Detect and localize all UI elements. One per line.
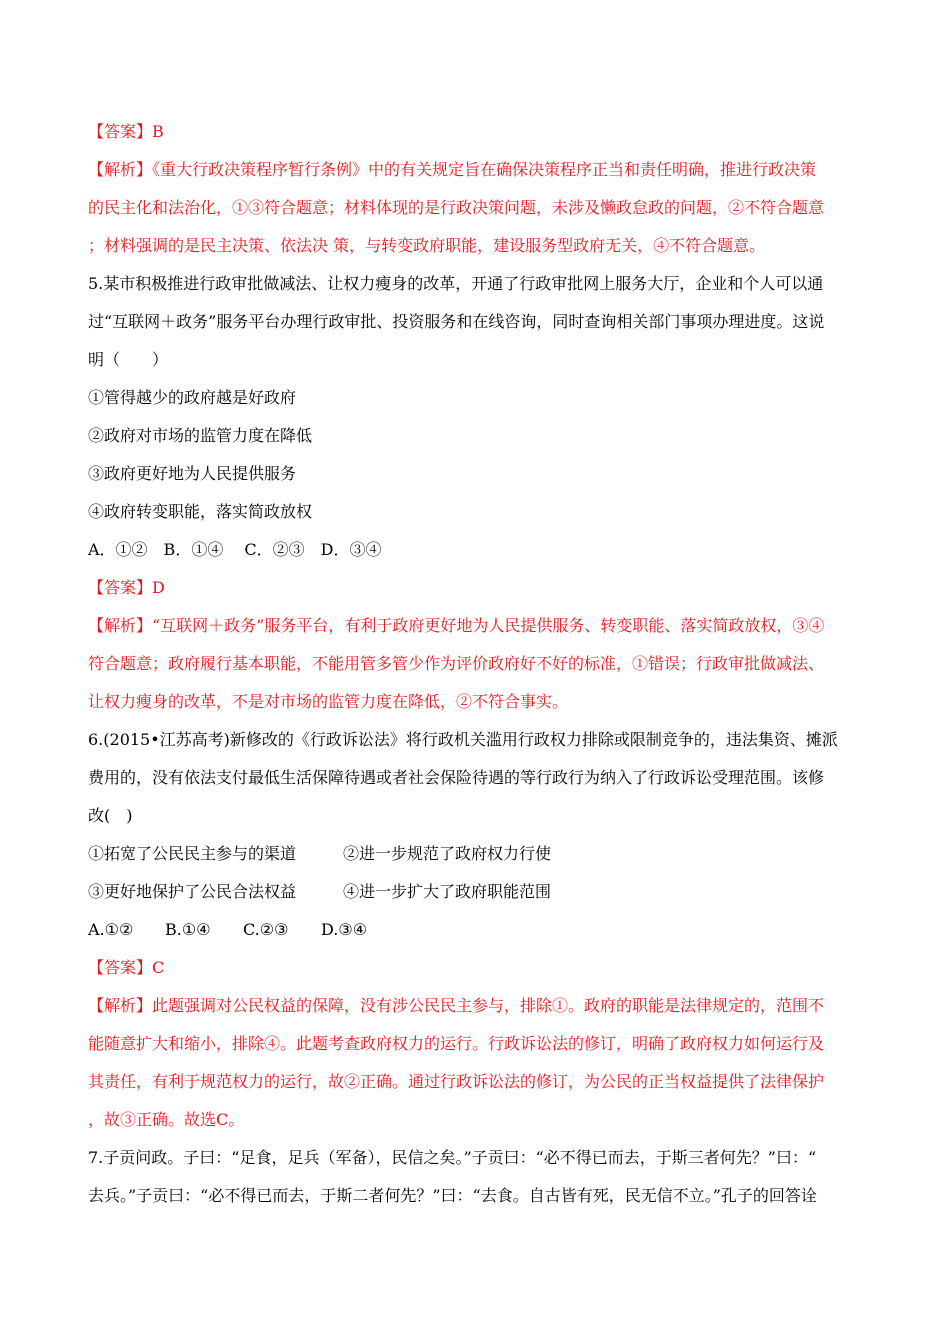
question-stem: 去兵。”子贡曰：“必不得已而去，于斯二者何先？”曰：“去食。自古皆有死，民无信不立。”孔子的回答诠 bbox=[88, 1186, 817, 1205]
analysis-line: 能随意扩大和缩小，排除④。此题考查政府权力的运行。行政诉讼法的修订，明确了政府权力如何运行及 bbox=[88, 1034, 825, 1053]
analysis-line: 让权力瘦身的改革，不是对市场的监管力度在降低，②不符合事实。 bbox=[88, 692, 569, 711]
analysis-line: 符合题意；政府履行基本职能，不能用管多管少作为评价政府好不好的标准，①错误；行政审批做减法、 bbox=[88, 654, 825, 673]
analysis-line: 【解析】“互联网＋政务”服务平台，有利于政府更好地为人民提供服务、转变职能、落实简政放权，③④ bbox=[88, 616, 825, 635]
answer-label: 【答案】B bbox=[88, 122, 164, 141]
question-stem: 6.(2015•江苏高考)新修改的《行政诉讼法》将行政机关滥用行政权力排除或限制竞争的，违法集资、摊派 bbox=[88, 730, 838, 749]
question-item: ④政府转变职能，落实简政放权 bbox=[88, 502, 313, 521]
analysis-line: 【解析】《重大行政决策程序暂行条例》中的有关规定旨在确保决策程序正当和责任明确，推进行政决策 bbox=[88, 160, 817, 179]
question-stem: 5.某市积极推进行政审批做减法、让权力瘦身的改革，开通了行政审批网上服务大厅，企业和个人可以通 bbox=[88, 274, 824, 293]
question-stem: 明（ ） bbox=[88, 350, 169, 369]
question-item: ①管得越少的政府越是好政府 bbox=[88, 388, 297, 407]
option-a: A.①② bbox=[88, 920, 134, 939]
question-items-row bbox=[88, 843, 551, 865]
question-stem: 改( ) bbox=[88, 806, 133, 825]
option-c: C.②③ bbox=[243, 920, 289, 939]
question-stem: 费用的，没有依法支付最低生活保障待遇或者社会保险待遇的等行政行为纳入了行政诉讼受理范围。该修 bbox=[88, 768, 825, 787]
question-item: ④进一步扩大了政府职能范围 bbox=[343, 882, 552, 901]
question-items-row bbox=[88, 881, 551, 903]
analysis-line: ，故③正确。故选C。 bbox=[88, 1110, 245, 1129]
question-item: ②进一步规范了政府权力行使 bbox=[343, 844, 552, 863]
question-item: ③更好地保护了公民合法权益 bbox=[88, 882, 297, 901]
answer-label: 【答案】D bbox=[88, 578, 165, 597]
question-options: A．①② B．①④ C．②③ D．③④ bbox=[88, 540, 382, 559]
option-d: D.③④ bbox=[321, 920, 368, 939]
question-options bbox=[88, 919, 367, 941]
question-item: ②政府对市场的监管力度在降低 bbox=[88, 426, 313, 445]
analysis-line: ；材料强调的是民主决策、依法决 策，与转变政府职能，建设服务型政府无关，④不符合题意。 bbox=[88, 236, 766, 255]
question-item: ①拓宽了公民民主参与的渠道 bbox=[88, 844, 297, 863]
option-b: B.①④ bbox=[165, 920, 211, 939]
question-item: ③政府更好地为人民提供服务 bbox=[88, 464, 297, 483]
analysis-line: 【解析】此题强调对公民权益的保障，没有涉公民民主参与，排除①。政府的职能是法律规定的，范围不 bbox=[88, 996, 825, 1015]
analysis-line: 其责任，有利于规范权力的运行，故②正确。通过行政诉讼法的修订，为公民的正当权益提供了法律保护 bbox=[88, 1072, 825, 1091]
question-stem: 7.子贡问政。子曰：“足食，足兵（军备），民信之矣。”子贡曰：“必不得已而去，于斯三者何先？”曰：“ bbox=[88, 1148, 817, 1167]
question-stem: 过“互联网＋政务”服务平台办理行政审批、投资服务和在线咨询，同时查询相关部门事项办理进度。这说 bbox=[88, 312, 825, 331]
answer-label: 【答案】C bbox=[88, 958, 165, 977]
analysis-line: 的民主化和法治化，①③符合题意；材料体现的是行政决策问题，未涉及懒政怠政的问题，②不符合题意 bbox=[88, 198, 825, 217]
